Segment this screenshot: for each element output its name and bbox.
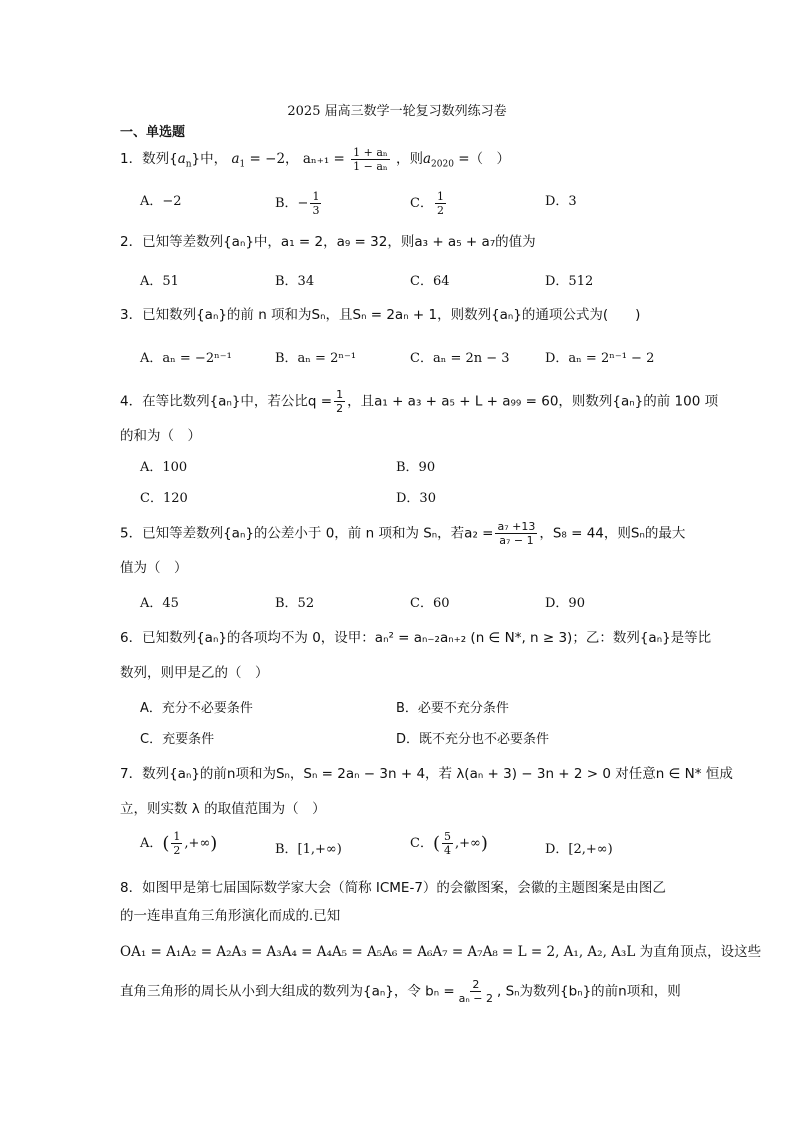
question-7-line-2: 立，则实数 λ 的取值范围为（ ）: [120, 801, 326, 817]
question-3: 3．已知数列{aₙ}的前 n 项和为Sₙ，且Sₙ = 2aₙ + 1，则数列{aₙ}的通项公式为( ): [120, 307, 641, 323]
q6-option-b[interactable]: B．必要不充分条件: [396, 701, 509, 716]
q4-option-c[interactable]: C．120: [140, 491, 188, 506]
question-4-line-1: 4．在等比数列{aₙ}中，若公比q = $\frac{1}{2}$ ，且a₁ + a₃ + a₅ + L + a₉₉ = 60，则数列{aₙ}的前 100 项: [120, 388, 719, 415]
q7-option-b[interactable]: B．[1,+∞): [275, 842, 342, 857]
section-heading: 一、单选题: [120, 125, 186, 140]
q3-option-c[interactable]: C．aₙ = 2n − 3: [410, 351, 510, 366]
q1-option-c[interactable]: C． $\frac{1}{2}$: [410, 190, 444, 217]
question-8-line-3: OA₁ = A₁A₂ = A₂A₃ = A₃A₄ = A₄A₅ = A₅A₆ = A₆A₇ = A₇A₈ = L = 2, A₁, A₂, A₃L 为直角顶点，设这些: [120, 944, 762, 960]
q6-options-row-2: [140, 728, 680, 747]
q4-options-row-2: [140, 487, 680, 506]
q2-options: [140, 270, 680, 289]
q1-option-d[interactable]: D．3: [545, 194, 577, 209]
q4-options-row-1: [140, 456, 680, 475]
q1-frac-num: 1 + aₙ: [353, 146, 388, 159]
q4-option-d[interactable]: D．30: [396, 491, 436, 506]
q2-option-d[interactable]: D．512: [545, 274, 594, 289]
question-2: 2．已知等差数列{aₙ}中，a₁ = 2，a₉ = 32，则a₃ + a₅ + a₇的值为: [120, 234, 536, 250]
q4-option-a[interactable]: A．100: [140, 460, 188, 475]
q6-options-row-1: [140, 697, 680, 716]
q1-fraction: [351, 146, 390, 173]
q1-option-b[interactable]: B．− $\frac{1}{3}$: [275, 190, 320, 217]
q5-option-d[interactable]: D．90: [545, 596, 585, 611]
question-6-line-2: 数列，则甲是乙的（ ）: [120, 665, 269, 681]
q1-option-a[interactable]: A．−2: [140, 194, 182, 209]
q3-option-a[interactable]: A．aₙ = −2ⁿ⁻¹: [140, 351, 232, 366]
question-8-line-1: 8．如图甲是第七届国际数学家大会（简称 ICME-7）的会徽图案，会徽的主题图案是由图乙: [120, 880, 666, 896]
q3-option-b[interactable]: B．aₙ = 2ⁿ⁻¹: [275, 351, 357, 366]
question-5-line-2: 值为（ ）: [120, 560, 188, 576]
q5-options: [140, 592, 680, 611]
q6-option-a[interactable]: A．充分不必要条件: [140, 701, 253, 716]
q3-option-d[interactable]: D．aₙ = 2ⁿ⁻¹ − 2: [545, 351, 655, 366]
q1-lhs: aₙ₊₁ =: [302, 151, 345, 167]
question-1: 1．数列$\{a_n\}$中， $a_1 = -2$， aₙ₊₁ = $\frac{\text{1 + aₙ}}{\text{1 − aₙ}}$ ，则$a_{2020}$ =（ ）: [120, 146, 511, 173]
q7-options: [140, 830, 680, 857]
q7-option-d[interactable]: D．[2,+∞): [545, 842, 613, 857]
question-8-line-2: 的一连串直角三角形演化而成的.已知: [120, 908, 341, 924]
question-7-line-1: 7．数列{aₙ}的前n项和为Sₙ，Sₙ = 2aₙ − 3n + 4，若 λ(aₙ + 3) − 3n + 2 > 0 对任意n ∈ N* 恒成: [120, 766, 733, 782]
q6-option-c[interactable]: C．充要条件: [140, 732, 215, 747]
question-5-line-1: 5．已知等差数列{aₙ}的公差小于 0，前 n 项和为 Sₙ，若a₂ = $\frac{\text{a₇ +13}}{\text{a₇ − 1}}$ ，S₈ = 44，则Sₙ的最大: [120, 520, 686, 547]
page-title: 2025 届高三数学一轮复习数列练习卷: [287, 104, 507, 119]
q5-option-c[interactable]: C．60: [410, 596, 450, 611]
question-8-line-4: 直角三角形的周长从小到大组成的数列为{aₙ}，令 bₙ = $\frac{2}{\text{aₙ − 2}}$ , Sₙ为数列{bₙ}的前n项和，则: [120, 978, 681, 1005]
q4-option-b[interactable]: B．90: [396, 460, 436, 475]
q6-option-d[interactable]: D．既不充分也不必要条件: [396, 732, 550, 747]
q2-option-c[interactable]: C．64: [410, 274, 450, 289]
q7-option-c[interactable]: C．( $\frac{5}{4}$ ,+∞): [410, 830, 488, 857]
q7-option-a[interactable]: A．( $\frac{1}{2}$ ,+∞): [140, 830, 218, 857]
question-6-line-1: 6．已知数列{aₙ}的各项均不为 0，设甲：aₙ² = aₙ₋₂aₙ₊₂ (n ∈ N*, n ≥ 3)；乙：数列{aₙ}是等比: [120, 630, 712, 646]
q2-option-a[interactable]: A．51: [140, 274, 179, 289]
q5-option-b[interactable]: B．52: [275, 596, 315, 611]
q3-options: [140, 347, 680, 366]
q2-option-b[interactable]: B．34: [275, 274, 315, 289]
q5-option-a[interactable]: A．45: [140, 596, 179, 611]
q1-options: [140, 190, 680, 217]
question-4-line-2: 的和为（ ）: [120, 428, 201, 444]
q1-frac-den: 1 − aₙ: [353, 160, 388, 173]
